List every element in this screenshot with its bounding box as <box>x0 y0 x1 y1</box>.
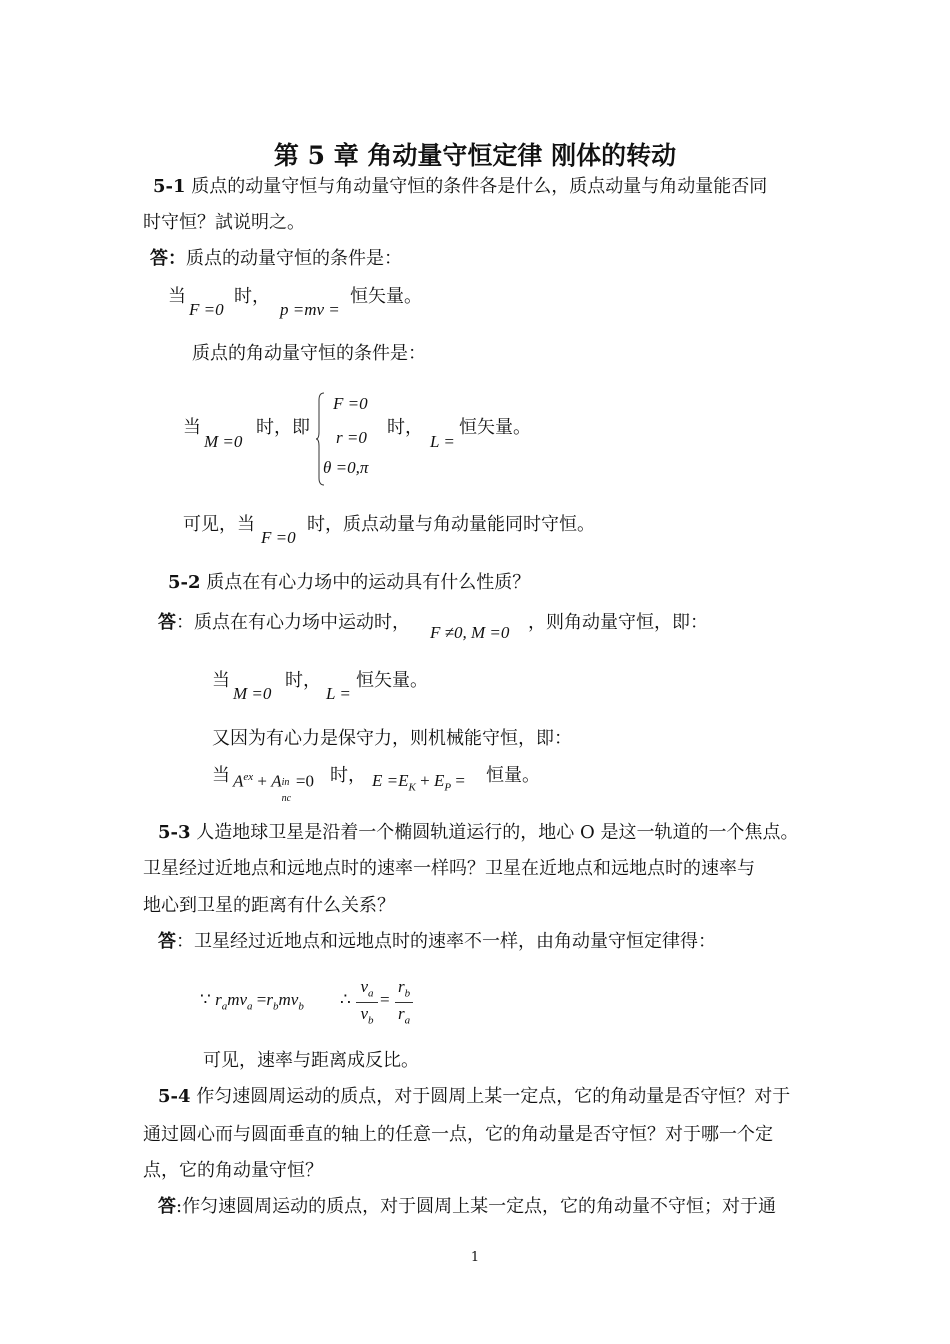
question-5-1-line1 <box>153 176 767 198</box>
condition-shi-ji: 时，即 <box>256 417 310 438</box>
fraction-rb-ra <box>395 978 413 1032</box>
equation-l-2: L = <box>326 684 351 703</box>
subscript-nc: nc <box>281 792 292 804</box>
question-5-1-line2: 时守恒？試说明之。 <box>143 212 305 233</box>
condition-dang-3: 当 <box>212 670 230 691</box>
answer-5-2-b: ，则角动量守恒，即： <box>528 612 708 633</box>
symbol-r: r <box>215 990 222 1009</box>
equation-f-m: F ≠0, M =0 <box>430 623 510 642</box>
energy-e: E =E <box>372 771 409 790</box>
equation-f-zero-2: F =0 <box>261 528 296 547</box>
question-5-2 <box>168 572 530 594</box>
symbol-m-2: m <box>278 990 291 1009</box>
conclusion-5-3: 可见，速率与距离成反比。 <box>203 1050 419 1071</box>
symbol-v-num: v <box>360 977 369 996</box>
subscript-p: P <box>444 781 452 794</box>
answer-label: 答 <box>158 1196 176 1217</box>
subscript-b-2: b <box>298 1000 304 1013</box>
therefore-symbol: ∴ <box>340 990 351 1009</box>
subscript-a-den: a <box>404 1014 411 1027</box>
page-title: 第 5 章 角动量守恒定律 刚体的转动 <box>273 141 677 170</box>
question-number: 5-2 <box>168 572 201 593</box>
condition-shi-2: 时， <box>387 417 423 438</box>
condition-dang-2: 当 <box>183 417 201 438</box>
symbol-r-2: r <box>266 990 273 1009</box>
equation-because <box>200 990 304 1012</box>
symbol-a: A <box>233 771 244 791</box>
conclusion-5-1-b: 时，质点动量与角动量能同时守恒。 <box>307 514 595 535</box>
symbol-v-2: v <box>290 990 299 1009</box>
symbol-v-den: v <box>360 1004 369 1024</box>
answer-text: ：卫星经过近地点和远地点时的速率不一样，由角动量守恒定律得： <box>176 931 716 952</box>
question-5-3-line1 <box>158 822 798 844</box>
symbol-r-den: r <box>397 1004 405 1024</box>
subscript-k: K <box>408 781 416 794</box>
because-symbol: ∵ <box>200 990 211 1009</box>
question-5-3-line3: 地心到卫星的距离有什么关系？ <box>143 895 395 916</box>
equals-sign-2: = <box>380 990 390 1009</box>
superscript-ex: ex <box>243 771 254 783</box>
symbol-m: m <box>227 990 240 1009</box>
page-number: 1 <box>470 1250 480 1265</box>
equation-f-zero: F =0 <box>189 300 224 319</box>
condition-dang-4: 当 <box>212 765 230 786</box>
answer-text: ：质点在有心力场中运动时， <box>176 612 410 633</box>
superscript-in: in <box>281 776 290 788</box>
question-text: 质点的动量守恒与角动量守恒的条件各是什么，质点动量与角动量能否同 <box>191 176 768 197</box>
equals-zero: =0 <box>291 771 314 791</box>
condition-shi: 时， <box>234 286 270 307</box>
case-theta: θ =0,π <box>323 458 369 477</box>
question-5-3-line2: 卫星经过近地点和远地点时的速率一样吗？卫星在近地点和远地点时的速率与 <box>143 858 755 879</box>
answer-5-1-intro <box>150 248 402 270</box>
subscript-b-num: b <box>404 987 411 1000</box>
subscript-a-num: a <box>368 987 374 1000</box>
question-number: 5-4 <box>158 1086 191 1107</box>
constant-vector-text-3: 恒矢量。 <box>356 670 428 691</box>
subscript-b-den: b <box>368 1014 374 1027</box>
answer-5-4 <box>158 1196 776 1218</box>
question-number: 5-1 <box>153 176 186 197</box>
equation-p-mv: p =mv = <box>280 300 340 319</box>
equation-work <box>233 771 314 804</box>
subscript-b: b <box>273 1000 279 1013</box>
question-5-4-line1 <box>158 1086 790 1108</box>
question-5-4-line2: 通过圆心而与圆面垂直的轴上的任意一点，它的角动量是否守恒？对于哪一个定 <box>143 1124 773 1145</box>
mechanical-energy-text: 又因为有心力是保守力，则机械能守恒，即： <box>212 728 572 749</box>
case-f-zero: F =0 <box>333 394 368 413</box>
symbol-r-num: r <box>397 977 405 996</box>
question-text: 质点在有心力场中的运动具有什么性质？ <box>206 572 531 593</box>
answer-5-2-a <box>158 612 410 634</box>
constant-text: 恒量。 <box>486 765 540 786</box>
answer-colon: ： <box>168 248 186 269</box>
question-5-4-line3: 点，它的角动量守恒？ <box>143 1160 323 1181</box>
equation-m-zero-2: M =0 <box>233 684 272 703</box>
subscript-a-2: a <box>247 1000 253 1013</box>
constant-vector-text-2: 恒矢量。 <box>459 417 531 438</box>
equation-l: L = <box>430 432 455 451</box>
case-r-zero: r =0 <box>336 428 367 447</box>
equals-sign: = <box>451 771 465 790</box>
equation-energy: $E =E_K + E_P$ = <box>372 771 465 794</box>
plus-sign: + <box>253 771 272 791</box>
condition-shi-3: 时， <box>285 670 321 691</box>
condition-shi-4: 时， <box>330 765 366 786</box>
equation-m-zero: M =0 <box>204 432 243 451</box>
symbol-a-2: A <box>271 771 282 791</box>
subscript-a: a <box>221 1000 228 1013</box>
answer-text: 质点的动量守恒的条件是： <box>186 248 402 269</box>
fraction-va-vb <box>356 978 378 1032</box>
equals-sign: = <box>252 990 267 1009</box>
answer-label: 答 <box>158 931 176 952</box>
conclusion-5-1-a: 可见，当 <box>183 514 255 535</box>
question-text: 作匀速圆周运动的质点，对于圆周上某一定点，它的角动量是否守恒？对于 <box>196 1086 791 1107</box>
condition-dang: 当 <box>168 286 186 307</box>
answer-text: :作匀速圆周运动的质点，对于圆周上某一定点，它的角动量不守恒；对于通 <box>176 1196 777 1217</box>
constant-vector-text: 恒矢量。 <box>350 286 422 307</box>
question-number: 5-3 <box>158 822 191 843</box>
symbol-v: v <box>239 990 248 1009</box>
answer-5-3 <box>158 931 716 953</box>
question-text: 人造地球卫星是沿着一个椭圆轨道运行的，地心 O 是这一轨道的一个焦点。 <box>196 822 799 843</box>
answer-label: 答 <box>150 248 168 269</box>
angular-momentum-intro: 质点的角动量守恒的条件是： <box>192 343 426 364</box>
answer-label: 答 <box>158 612 176 633</box>
